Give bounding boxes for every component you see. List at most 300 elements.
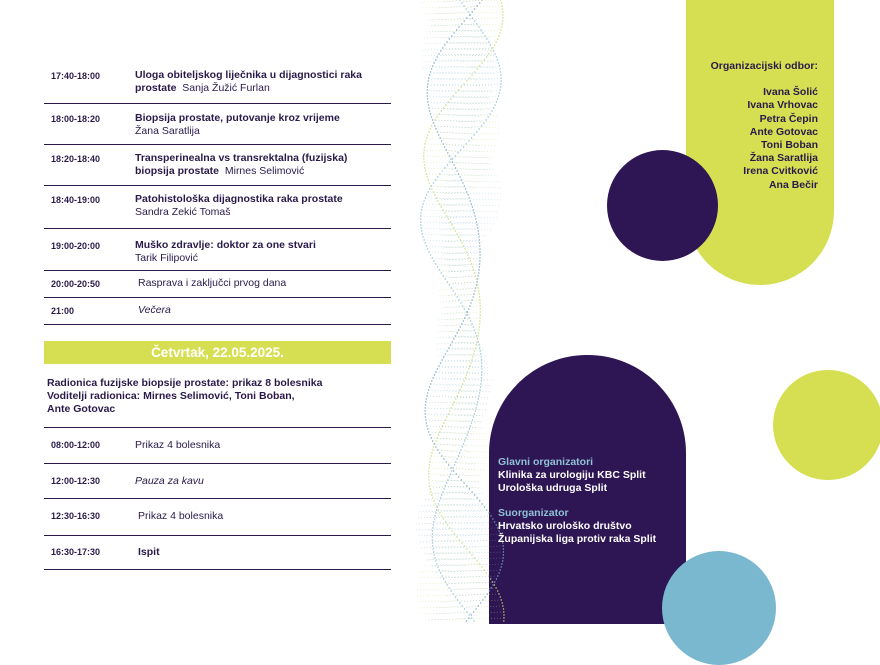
wave-strand [454, 408, 477, 410]
wave-strand [460, 360, 473, 362]
wave-strand [438, 6, 464, 8]
row-time: 18:00-18:20 [51, 114, 100, 124]
wave-dot [447, 164, 448, 165]
wave-dot [453, 164, 454, 165]
wave-dot [429, 182, 430, 183]
row-time: 17:40-18:00 [51, 71, 100, 81]
wave-strand [439, 54, 495, 56]
wave-dot [472, 266, 473, 267]
wave-strand [435, 120, 499, 122]
wave-strand [440, 300, 480, 302]
wave-dot [478, 26, 479, 27]
wave-dot [427, 86, 428, 87]
wave-dot [480, 314, 481, 315]
wave-dot [428, 104, 429, 105]
wave-dot [429, 188, 430, 189]
wave-strand [459, 420, 473, 422]
wave-dot [479, 320, 480, 321]
wave-dot [461, 2, 462, 3]
schedule-row [44, 464, 391, 499]
wave-dot [440, 50, 441, 51]
wave-dot [464, 248, 465, 249]
wave-strand [461, 450, 471, 452]
wave-dot [479, 302, 480, 303]
lime-circle-shape [773, 370, 880, 480]
wave-strand [422, 48, 492, 50]
wave-dot [462, 182, 463, 183]
wave-dot [480, 386, 481, 387]
wave-strand [443, 534, 455, 536]
wave-dot [443, 422, 444, 423]
wave-strand [446, 594, 453, 596]
wave-strand [425, 618, 504, 620]
wave-dot [471, 74, 472, 75]
wave-dot [477, 284, 478, 285]
wave-strand [448, 102, 492, 104]
wave-dot [459, 602, 460, 603]
wave-strand [442, 306, 463, 308]
wave-dot [466, 548, 467, 549]
wave-dot [435, 128, 436, 129]
wave-dot [477, 278, 478, 279]
wave-dot [490, 50, 491, 51]
wave-dot [473, 416, 474, 417]
wave-strand [466, 66, 480, 68]
wave-strand [422, 6, 502, 8]
wave-strand [448, 270, 479, 272]
committee-member: Žana Saratlija [686, 152, 818, 165]
row-time: 18:40-19:00 [51, 195, 100, 205]
wave-dot [430, 458, 431, 459]
wave-dot [432, 530, 433, 531]
wave-strand [423, 66, 499, 68]
wave-dot [488, 116, 489, 117]
wave-strand [456, 462, 475, 464]
wave-strand [464, 84, 481, 86]
wave-dot [476, 560, 477, 561]
wave-dot [450, 158, 451, 159]
wave-dot [478, 272, 479, 273]
wave-dot [449, 38, 450, 39]
wave-dot [425, 140, 426, 141]
wave-strand [425, 144, 498, 146]
wave-dot [473, 611, 474, 612]
wave-strand [441, 204, 472, 206]
wave-dot [428, 80, 429, 81]
row-time: 16:30-17:30 [51, 547, 100, 557]
row-time: 12:00-12:30 [51, 476, 100, 486]
wave-dot [459, 452, 460, 453]
wave-strand [441, 372, 482, 374]
wave-strand [422, 234, 487, 236]
wave-dot [453, 338, 454, 339]
committee-member: Ante Gotovac [686, 126, 818, 139]
row-speaker: Mirnes Selimović [225, 165, 304, 177]
wave-dot [474, 212, 475, 213]
wave-strand [442, 246, 480, 248]
wave-dot [498, 572, 499, 573]
wave-dot [429, 386, 430, 387]
wave-strand [458, 294, 474, 296]
wave-dot [486, 56, 487, 57]
wave-dot [483, 122, 484, 123]
wave-strand [443, 252, 480, 254]
wave-strand [429, 108, 483, 110]
wave-dot [442, 170, 443, 171]
workshop-leaders: Voditelji radionica: Mirnes Selimović, Toni Boban, [47, 390, 387, 403]
wave-dot [479, 260, 480, 261]
wave-dot [451, 224, 452, 225]
wave-dot [430, 254, 431, 255]
wave-dot [488, 512, 489, 513]
wave-dot [503, 554, 504, 555]
wave-dot [462, 446, 463, 447]
wave-dot [443, 488, 444, 489]
wave-dot [469, 614, 470, 615]
wave-dot [429, 434, 430, 435]
wave-strand [444, 318, 480, 320]
wave-dot [460, 326, 461, 327]
wave-strand [426, 30, 481, 32]
wave-strand [427, 96, 489, 98]
wave-dot [430, 128, 431, 129]
row-title: Prikaz 4 bolesnika [135, 439, 220, 451]
wave-strand [428, 102, 486, 104]
wave-dot [435, 446, 436, 447]
wave-strand [425, 72, 501, 74]
wave-dot [451, 470, 452, 471]
schedule-row [44, 229, 391, 271]
wave-dot [469, 428, 470, 429]
wave-strand [438, 540, 459, 542]
committee-member: Toni Boban [686, 139, 818, 152]
wave-dot [469, 14, 470, 15]
wave-dot [429, 482, 430, 483]
wave-dot [475, 608, 476, 609]
wave-strand [463, 0, 483, 2]
row-title: Muško zdravlje: doktor za one stvari [135, 239, 316, 251]
wave-dot [481, 374, 482, 375]
wave-dot [501, 566, 502, 567]
wave-dot [427, 92, 428, 93]
wave-strand [430, 564, 502, 566]
wave-dot [452, 404, 453, 405]
wave-dot [425, 416, 426, 417]
wave-strand [426, 174, 483, 176]
wave-dot [481, 368, 482, 369]
wave-dot [463, 380, 464, 381]
wave-dot [441, 140, 442, 141]
wave-dot [477, 338, 478, 339]
workshop-leaders-cont: Ante Gotovac [47, 403, 387, 416]
wave-strand [440, 138, 466, 140]
wave-strand [466, 144, 479, 146]
wave-dot [499, 92, 500, 93]
wave-strand [424, 162, 491, 164]
wave-dot [420, 212, 421, 213]
row-time: 08:00-12:00 [51, 440, 100, 450]
wave-dot [466, 80, 467, 81]
wave-dot [423, 200, 424, 201]
wave-dot [432, 548, 433, 549]
wave-dot [485, 596, 486, 597]
wave-dot [461, 542, 462, 543]
wave-strand [435, 516, 484, 518]
wave-dot [423, 152, 424, 153]
wave-dot [437, 200, 438, 201]
wave-dot [473, 620, 474, 621]
wave-dot [429, 464, 430, 465]
wave-strand [442, 360, 487, 362]
wave-dot [427, 98, 428, 99]
row-time: 18:20-18:40 [51, 154, 100, 164]
wave-dot [427, 248, 428, 249]
wave-strand [445, 468, 452, 470]
wave-dot [427, 134, 428, 135]
wave-dot [467, 194, 468, 195]
wave-strand [434, 546, 465, 548]
wave-strand [431, 186, 476, 188]
wave-strand [440, 228, 478, 230]
wave-strand [461, 300, 473, 302]
wave-dot [500, 596, 501, 597]
wave-dot [479, 242, 480, 243]
wave-strand [462, 324, 472, 326]
wave-strand [417, 588, 497, 590]
wave-strand [423, 42, 489, 44]
wave-dot [452, 158, 453, 159]
wave-dot [466, 620, 467, 621]
wave-dot [503, 620, 504, 621]
wave-strand [429, 78, 495, 80]
wave-dot [447, 524, 448, 525]
wave-dot [475, 332, 476, 333]
wave-dot [453, 470, 454, 471]
wave-strand [437, 324, 472, 326]
wave-dot [494, 44, 495, 45]
wave-dot [466, 8, 467, 9]
wave-dot [428, 476, 429, 477]
wave-dot [429, 110, 430, 111]
wave-dot [447, 584, 448, 585]
wave-strand [431, 24, 503, 26]
wave-dot [479, 500, 480, 501]
organizer-name: Klinika za urologiju KBC Split [498, 469, 688, 482]
wave-dot [474, 350, 475, 351]
wave-dot [498, 62, 499, 63]
wave-dot [432, 536, 433, 537]
wave-dot [435, 512, 436, 513]
wave-dot [499, 32, 500, 33]
schedule-row [44, 104, 391, 145]
wave-dot [466, 374, 467, 375]
wave-dot [431, 68, 432, 69]
row-speaker: Sandra Zekić Tomaš [135, 206, 231, 218]
wave-strand [445, 420, 483, 422]
wave-strand [442, 0, 460, 2]
organizer-name: Urološka udruga Split [498, 482, 688, 495]
wave-strand [432, 186, 502, 188]
wave-dot [474, 8, 475, 9]
wave-dot [494, 584, 495, 585]
committee-member: Ana Bečir [686, 179, 818, 192]
row-time: 20:00-20:50 [51, 279, 100, 289]
wave-dot [460, 302, 461, 303]
wave-dot [478, 344, 479, 345]
wave-dot [474, 134, 475, 135]
wave-strand [418, 540, 502, 542]
wave-dot [431, 380, 432, 381]
wave-dot [464, 308, 465, 309]
wave-dot [434, 374, 435, 375]
wave-strand [423, 564, 480, 566]
wave-dot [428, 470, 429, 471]
wave-strand [433, 612, 467, 614]
wave-strand [443, 378, 482, 380]
wave-strand [440, 174, 498, 176]
wave-strand [422, 60, 497, 62]
wave-strand [435, 504, 466, 506]
wave-strand [436, 348, 480, 350]
wave-dot [471, 614, 472, 615]
wave-dot [502, 560, 503, 561]
day2-heading: Četvrtak, 22.05.2025. [44, 341, 391, 364]
wave-dot [431, 494, 432, 495]
wave-dot [463, 320, 464, 321]
wave-strand [440, 432, 487, 434]
wave-strand [435, 30, 501, 32]
wave-dot [478, 332, 479, 333]
wave-dot [425, 404, 426, 405]
wave-dot [476, 278, 477, 279]
wave-strand [434, 90, 500, 92]
wave-strand [447, 390, 481, 392]
wave-dot [443, 458, 444, 459]
wave-dot [464, 20, 465, 21]
organizers-block [498, 456, 688, 546]
wave-strand [438, 450, 460, 452]
wave-strand [441, 306, 480, 308]
wave-dot [501, 26, 502, 27]
wave-dot [481, 380, 482, 381]
wave-dot [431, 188, 432, 189]
wave-dot [490, 578, 491, 579]
row-title: Patohistološka dijagnostika raka prostate [135, 193, 343, 205]
wave-dot [464, 440, 465, 441]
wave-dot [433, 260, 434, 261]
wave-dot [497, 98, 498, 99]
wave-dot [437, 56, 438, 57]
wave-strand [439, 264, 472, 266]
wave-strand [440, 234, 478, 236]
wave-dot [479, 128, 480, 129]
wave-dot [450, 98, 451, 99]
wave-dot [434, 518, 435, 519]
wave-dot [440, 572, 441, 573]
wave-dot [437, 266, 438, 267]
wave-dot [434, 194, 435, 195]
wave-dot [478, 290, 479, 291]
wave-strand [458, 456, 473, 458]
wave-dot [426, 422, 427, 423]
wave-dot [456, 458, 457, 459]
wave-dot [492, 584, 493, 585]
wave-dot [440, 428, 441, 429]
wave-dot [446, 482, 447, 483]
wave-strand [460, 600, 483, 602]
wave-dot [422, 236, 423, 237]
wave-dot [456, 296, 457, 297]
wave-strand [422, 210, 500, 212]
wave-strand [431, 456, 487, 458]
wave-dot [437, 368, 438, 369]
wave-dot [468, 308, 469, 309]
wave-dot [482, 32, 483, 33]
wave-dot [480, 602, 481, 603]
wave-dot [472, 356, 473, 357]
wave-dot [479, 2, 480, 3]
wave-dot [458, 476, 459, 477]
wave-strand [418, 600, 502, 602]
wave-dot [470, 302, 471, 303]
wave-dot [502, 14, 503, 15]
wave-strand [429, 132, 500, 134]
wave-dot [493, 50, 494, 51]
wave-dot [455, 230, 456, 231]
committee-heading: Organizacijski odbor: [686, 60, 818, 73]
wave-dot [503, 614, 504, 615]
wave-strand [430, 84, 501, 86]
wave-dot [467, 254, 468, 255]
wave-dot [465, 188, 466, 189]
wave-dot [482, 62, 483, 63]
wave-strand [450, 222, 453, 224]
wave-strand [421, 504, 483, 506]
wave-strand [472, 138, 475, 140]
wave-strand [431, 384, 491, 386]
row-speaker: Sanja Žužić Furlan [182, 82, 270, 94]
wave-dot [437, 176, 438, 177]
wave-dot [424, 164, 425, 165]
wave-dot [500, 86, 501, 87]
wave-strand [439, 504, 485, 506]
wave-strand [438, 270, 473, 272]
schedule-row [44, 271, 391, 298]
wave-strand [447, 528, 449, 530]
wave-strand [447, 294, 455, 296]
wave-dot [461, 386, 462, 387]
wave-strand [438, 360, 482, 362]
wave-dot [423, 158, 424, 159]
wave-dot [496, 56, 497, 57]
wave-dot [450, 590, 451, 591]
wave-strand [448, 480, 481, 482]
wave-strand [427, 396, 490, 398]
row-title: Transperinealna vs transrektalna (fuzijska) biopsija prostate [135, 152, 347, 177]
schedule-row [44, 499, 391, 536]
wave-strand [437, 606, 462, 608]
wave-dot [479, 392, 480, 393]
wave-dot [426, 194, 427, 195]
wave-dot [496, 578, 497, 579]
wave-strand [438, 282, 477, 284]
wave-dot [476, 404, 477, 405]
wave-dot [465, 314, 466, 315]
wave-strand [440, 204, 465, 206]
wave-dot [444, 44, 445, 45]
wave-strand [418, 576, 488, 578]
wave-dot [468, 368, 469, 369]
